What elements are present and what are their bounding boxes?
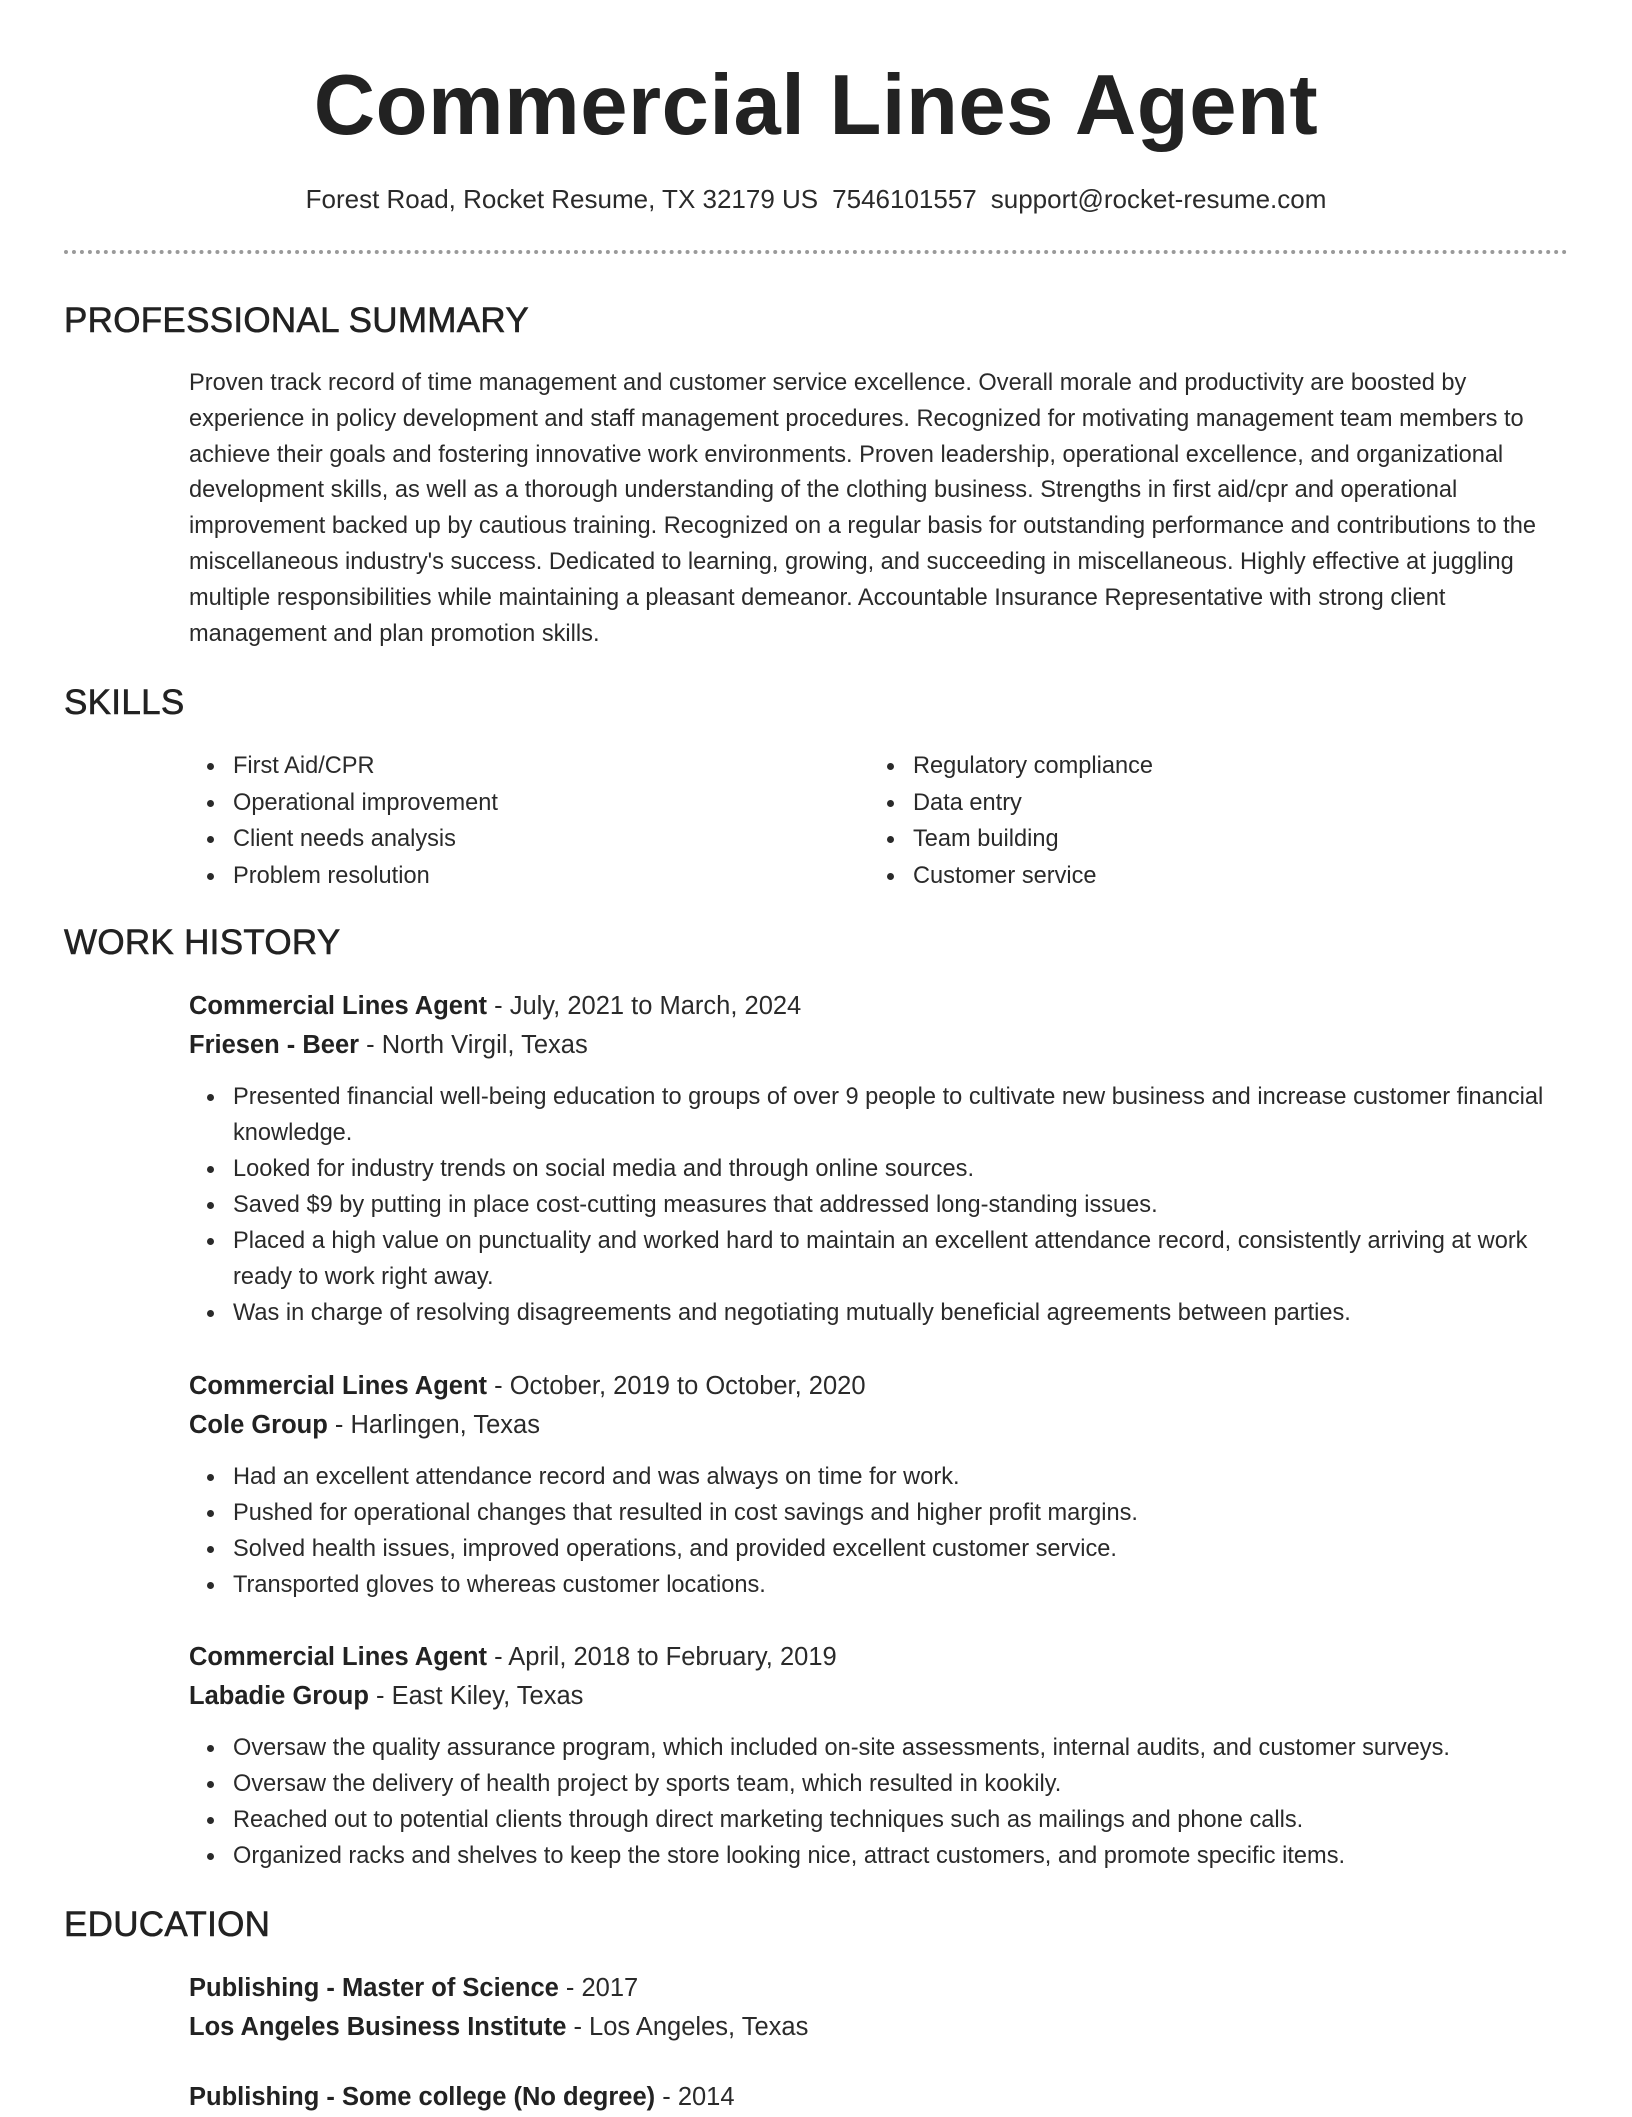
contact-line [0, 182, 1632, 216]
education-degree-line [189, 1969, 1574, 2008]
education-year: - 2017 [558, 1974, 639, 2002]
job-company: Cole Group [189, 1410, 328, 1439]
job-title-line [189, 1367, 1574, 1406]
education-degree: Publishing - Master of Science [189, 1974, 559, 2002]
job-location: - East Kiley, Texas [368, 1681, 584, 1710]
job-role: Commercial Lines Agent [189, 992, 488, 1020]
contact-phone: 7546101557 [832, 184, 977, 214]
education-heading: EDUCATION [64, 1905, 271, 1944]
job-entry [189, 1638, 1574, 1874]
job-bullet: Had an excellent attendance record and was always on time for work. [233, 1459, 1574, 1495]
job-bullet: Reached out to potential clients through direct marketing techniques such as mailings and phone calls. [233, 1802, 1574, 1838]
header-divider [64, 250, 1568, 254]
job-bullet: Transported gloves to whereas customer locations. [233, 1567, 1574, 1603]
work-heading: WORK HISTORY [64, 923, 341, 962]
skill-item: Client needs analysis [233, 821, 833, 858]
education-degree: Publishing - Some college (No degree) [189, 2083, 656, 2111]
job-location: - North Virgil, Texas [359, 1030, 588, 1059]
job-location: - Harlingen, Texas [327, 1410, 540, 1439]
job-dates: - October, 2019 to October, 2020 [487, 1372, 866, 1400]
skill-item: Team building [913, 821, 1513, 858]
contact-address: Forest Road, Rocket Resume, TX 32179 US [305, 184, 819, 214]
education-entry [189, 2078, 1574, 2117]
job-bullet: Saved $9 by putting in place cost-cutting measures that addressed long-standing issues. [233, 1187, 1574, 1223]
job-entry [189, 1367, 1574, 1603]
skill-item: Problem resolution [233, 858, 833, 895]
job-company-line [189, 1677, 1574, 1716]
education-school: Los Angeles Business Institute [189, 2012, 567, 2041]
job-bullets [189, 1459, 1574, 1603]
job-company-line [189, 1026, 1574, 1065]
job-bullet: Organized racks and shelves to keep the store looking nice, attract customers, and promote specific items. [233, 1838, 1574, 1874]
job-bullet: Solved health issues, improved operations, and provided excellent customer service. [233, 1531, 1574, 1567]
job-bullets [189, 1730, 1574, 1874]
job-company: Labadie Group [189, 1681, 369, 1710]
job-bullets [189, 1079, 1574, 1331]
skill-item: Operational improvement [233, 785, 833, 822]
job-company-line [189, 1406, 1574, 1445]
skill-item: Data entry [913, 785, 1513, 822]
contact-email: support@rocket-resume.com [990, 184, 1327, 214]
job-entry [189, 987, 1574, 1331]
job-bullet: Oversaw the delivery of health project by sports team, which resulted in kookily. [233, 1766, 1574, 1802]
job-bullet: Pushed for operational changes that resulted in cost savings and higher profit margins. [233, 1495, 1574, 1531]
job-company: Friesen - Beer [189, 1030, 360, 1059]
education-location: - Los Angeles, Texas [566, 2012, 809, 2041]
job-dates: - April, 2018 to February, 2019 [487, 1643, 837, 1671]
job-role: Commercial Lines Agent [189, 1372, 488, 1400]
education-entry [189, 1969, 1574, 2046]
skill-item: First Aid/CPR [233, 748, 833, 785]
job-bullet: Looked for industry trends on social media and through online sources. [233, 1151, 1574, 1187]
skill-item: Regulatory compliance [913, 748, 1513, 785]
skills-heading: SKILLS [64, 683, 185, 722]
job-bullet: Was in charge of resolving disagreements and negotiating mutually beneficial agreements between parties. [233, 1295, 1574, 1331]
job-title-line [189, 987, 1574, 1026]
skills-list-left [233, 748, 833, 894]
skill-item: Customer service [913, 858, 1513, 895]
job-bullet: Oversaw the quality assurance program, which included on-site assessments, internal audits, and customer surveys. [233, 1730, 1574, 1766]
job-role: Commercial Lines Agent [189, 1643, 488, 1671]
education-school-line [189, 2008, 1574, 2047]
job-dates: - July, 2021 to March, 2024 [487, 992, 802, 1020]
job-bullet: Placed a high value on punctuality and worked hard to maintain an excellent attendance record, consistently arriving at work ready to work right away. [233, 1223, 1574, 1295]
candidate-name: Commercial Lines Agent [313, 58, 1319, 153]
skills-list-right [913, 748, 1513, 894]
education-degree-line [189, 2078, 1574, 2117]
job-bullet: Presented financial well-being education to groups of over 9 people to cultivate new business and increase customer financial knowledge. [233, 1079, 1574, 1151]
job-title-line [189, 1638, 1574, 1677]
education-year: - 2014 [655, 2083, 735, 2111]
summary-text: Proven track record of time management and customer service excellence. Overall morale and productivity are boosted by experience in policy development and staff management procedures. Recognized for motivating management team members to achieve their goals and fostering innovative work environments. Proven leadership, operational excellence, and organizational development skills, as well as a thorough understanding of the clothing business. Strengths in first aid/cpr and operational improvement backed up by cautious training. Recognized on a regular basis for outstanding performance and contributions to the miscellaneous industry's success. Dedicated to learning, growing, and succeeding in miscellaneous. Highly effective at juggling multiple responsibilities while maintaining a pleasant demeanor. Accountable Insurance Representative with strong client management and plan promotion skills. [189, 370, 1536, 647]
summary-heading: PROFESSIONAL SUMMARY [64, 301, 529, 340]
